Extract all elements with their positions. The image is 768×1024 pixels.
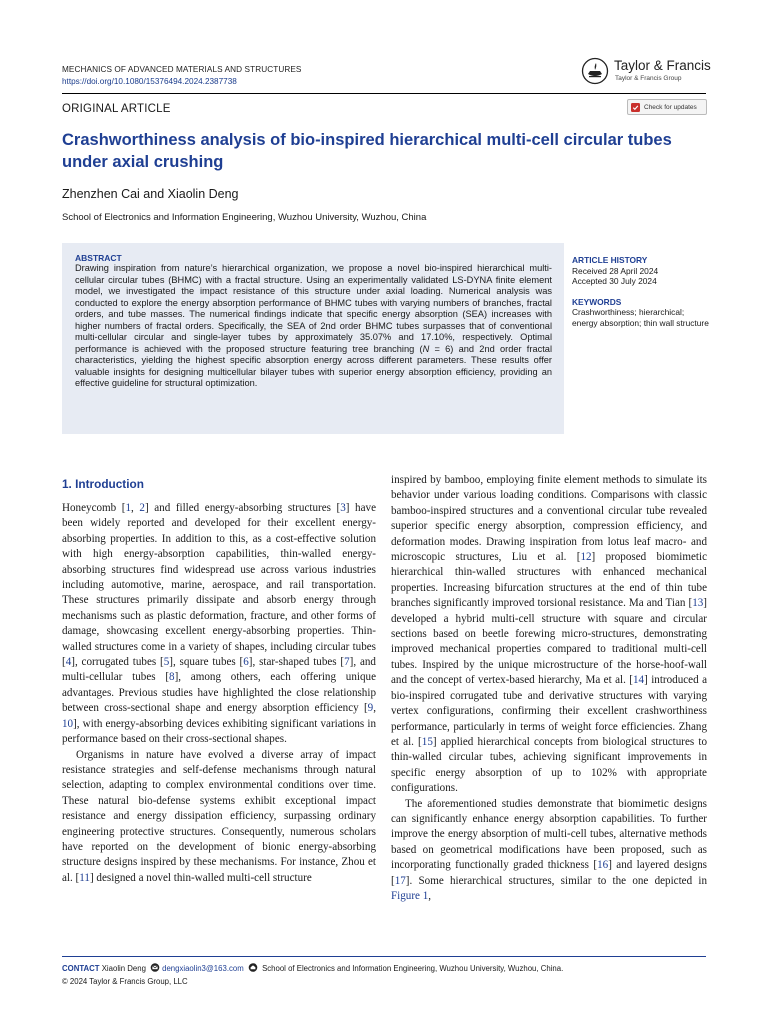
text-run: , xyxy=(131,502,140,514)
text-run: ] developed a hybrid multi-cell structure with square and circular sections based on beetle forewing micro-structures, demonstrating improved mechanical properties compared to traditional multi-cell tubes. Inspired by the unique microstructure of the horse-hoof-wall and the concept of vertex-based hierarchy, Ma et al. [ xyxy=(391,597,707,687)
publisher-logo[interactable] xyxy=(581,57,711,87)
abstract-heading: ABSTRACT xyxy=(75,253,122,263)
email-icon xyxy=(150,963,160,972)
text-run: ] have been widely reported and developed for their excellent energy-absorbing properties. In addition to this, as a cost-effective solution with high energy-absorption capabilities, thin-walled energy-absorbing structures find widespread use across various industries including automotive, marine, aerospace, and rail transportation. These structures primarily dissipate and absorb energy through mechanisms such as plastic deformation, fracture, and other forms of damage, showcasing excellent energy-absorbing properties. Thin-walled structures come in a variety of shapes, including circular tubes [ xyxy=(62,502,376,669)
journal-header xyxy=(62,64,302,88)
body-paragraph xyxy=(62,501,376,748)
citation-link[interactable]: 16 xyxy=(597,859,609,872)
citation-link[interactable]: 1 xyxy=(125,502,132,514)
journal-name: MECHANICS OF ADVANCED MATERIALS AND STRUCTURES xyxy=(62,65,302,74)
address-icon xyxy=(248,963,258,972)
contact-line xyxy=(62,962,722,975)
text-run: ] designed a novel thin-walled multi-cell structure xyxy=(89,871,312,884)
citation-link[interactable]: 6 xyxy=(243,656,249,669)
body-column-right xyxy=(391,473,707,904)
article-type: ORIGINAL ARTICLE xyxy=(62,103,171,115)
abstract-text xyxy=(75,263,552,390)
keywords-list: Crashworthiness; hierarchical; energy absorption; thin wall structure xyxy=(572,307,709,328)
text-run: ] proposed biomimetic hierarchical thin-walled structures with enhanced mechanical properties. Increasing bifurcation structures at the end of thin tube branches significantly improved torsional resistance. Ma and Tian [ xyxy=(391,551,707,610)
publisher-lamp-icon xyxy=(581,57,609,85)
text-run: ] applied hierarchical concepts from biological structures to thin-walled circular tubes, achieving significant improvements in specific energy absorption of up to 102% with appropriate configurations. xyxy=(391,735,708,795)
text-run: ], corrugated tubes [ xyxy=(71,656,164,669)
text-run: , xyxy=(373,702,376,715)
citation-link[interactable]: 13 xyxy=(692,597,704,610)
citation-link[interactable]: 15 xyxy=(421,735,433,748)
contact-address: School of Electronics and Information Engineering, Wuzhou University, Wuzhou, China. xyxy=(262,964,564,973)
check-updates-label: Check for updates xyxy=(644,103,697,111)
citation-link[interactable]: 14 xyxy=(633,674,645,687)
text-run: inspired by bamboo, employing finite element methods to simulate its behavior under various loading conditions. Comparisons with classic bamboo-inspired structures and a conventional circular tube revealed superior specific energy absorption, compression efficiency, and deformation modes. Drawing inspiration from lotus leaf macro- and microscopic structures, Liu et al. [ xyxy=(391,474,707,564)
citation-link[interactable]: 11 xyxy=(79,871,90,884)
text-run: Organisms in nature have evolved a diverse array of impact resistance strategies and self-defense mechanisms through natural selection, adapting to complex environmental conditions over time. These natural bio-defense systems exhibit exceptional impact resistance and energy dissipation efficiency, surpassing ordinary engineering protective structures. Consequently, numerous scholars have reported on the development of bionic energy-absorbing structure designs inspired by these mechanisms. For instance, Zhou et al. [ xyxy=(62,748,376,884)
publisher-group: Taylor & Francis Group xyxy=(615,75,682,82)
footer-rule xyxy=(62,956,706,957)
abstract-text-part: Drawing inspiration from nature’s hierarchical organization, we propose a novel bio-inspired hierarchical multi-cellular circular tubes (BHMC) with a fractal structure. Using an experimentally validated LS-DYNA finite element model, we investigated the impact resistance of this structure under axial loading. Numerical analysis was conducted to explore the energy absorption performance of BHMC tubes with varying numbers of branches, fractal orders, and tube masses. The numerical findings indicate that specific energy absorption (SEA) increases with higher numbers of fractal orders. Specifically, the SEA of 2nd order BHMC tubes surpasses that of conventional multi-cellular circular and single-layer tubes by approximately 35.07% and 17.10%, respectively. Optimal performance is achieved with the proposed structure featuring tree branching ( xyxy=(75,263,552,354)
citation-link[interactable]: 12 xyxy=(580,551,592,564)
header-rule xyxy=(62,93,706,94)
author-affiliation: School of Electronics and Information Engineering, Wuzhou University, Wuzhou, China xyxy=(62,212,427,223)
figure-link[interactable]: Figure 1 xyxy=(391,889,429,902)
check-updates-button[interactable] xyxy=(627,99,707,115)
section-heading: 1. Introduction xyxy=(62,477,144,491)
abstract-box xyxy=(62,243,564,434)
text-run: ], with energy-absorbing devices exhibiting significant variations in performance based on their cross-sectional shapes. xyxy=(62,717,376,746)
text-run: ], among others, each offering unique advantages. Previous studies have highlighted the close relationship between cross-sectional shape and energy absorption efficiency [ xyxy=(62,671,376,715)
citation-link[interactable]: 3 xyxy=(340,502,346,514)
article-history-heading: ARTICLE HISTORY xyxy=(572,255,648,265)
text-run: ] and filled energy-absorbing structures [ xyxy=(144,502,341,514)
text-run: , xyxy=(428,889,432,902)
citation-link[interactable]: 17 xyxy=(394,874,406,887)
text-run: ], square tubes [ xyxy=(169,656,244,669)
contact-name: Xiaolin Deng xyxy=(101,964,146,973)
doi-link[interactable]: https://doi.org/10.1080/15376494.2024.2387738 xyxy=(62,77,237,86)
citation-link[interactable]: 9 xyxy=(367,702,374,715)
author-list: Zhenzhen Cai and Xiaolin Deng xyxy=(62,187,239,201)
body-paragraph xyxy=(62,748,376,887)
contact-email-link[interactable]: dengxiaolin3@163.com xyxy=(162,964,244,973)
body-paragraph xyxy=(391,473,707,797)
text-run: ] and layered designs [ xyxy=(391,859,707,887)
copyright: © 2024 Taylor & Francis Group, LLC xyxy=(62,977,188,986)
footer xyxy=(62,962,722,988)
body-column-left xyxy=(62,501,376,886)
keywords-heading: KEYWORDS xyxy=(572,296,622,307)
text-run: ], and multi-cellular tubes [ xyxy=(62,656,376,684)
article-info-sidebar xyxy=(572,255,712,328)
text-run: The aforementioned studies demonstrate that biomimetic designs can significantly enhance energy absorption capabilities. To further improve the energy absorption of multi-cell tubes, alternative methods based on geometrical modifications have been proposed, such as incorporating functionally graded thickness [ xyxy=(391,797,707,872)
citation-link[interactable]: 5 xyxy=(163,656,170,669)
accepted-date: Accepted 30 July 2024 xyxy=(572,276,657,286)
abstract-variable: N xyxy=(422,343,430,354)
citation-link[interactable]: 2 xyxy=(139,502,145,514)
text-run: ]. Some hierarchical structures, similar to the one depicted in xyxy=(405,874,707,887)
check-updates-icon xyxy=(631,103,640,112)
citation-link[interactable]: 8 xyxy=(169,671,175,684)
citation-link[interactable]: 7 xyxy=(344,656,350,669)
body-paragraph xyxy=(391,797,707,905)
abstract-text-part: = 6) and 2nd order fractal characteristics, yielding the highest specific absorption energy across different parameters. These results offer valuable insights for designing multicellular bilayer tubes with superior energy absorption efficiency, providing an effective guideline for structural optimization. xyxy=(75,343,552,388)
text-run: ] introduced a bio-inspired corrugated tube and derivative structures with varying vertex configurations, confirming their excellent crashworthiness performance, particularly in terms of weight force efficiencies. Zhang et al. [ xyxy=(391,674,707,748)
contact-label: CONTACT xyxy=(62,964,100,973)
text-run: Honeycomb [ xyxy=(62,502,126,514)
text-run: ], star-shaped tubes [ xyxy=(248,656,345,669)
received-date: Received 28 April 2024 xyxy=(572,265,659,276)
article-title: Crashworthiness analysis of bio-inspired hierarchical multi-cell circular tubes under axial crushing xyxy=(62,131,672,171)
citation-link[interactable]: 4 xyxy=(65,656,72,669)
publisher-name: Taylor & Francis xyxy=(614,58,711,73)
citation-link[interactable]: 10 xyxy=(62,717,74,730)
